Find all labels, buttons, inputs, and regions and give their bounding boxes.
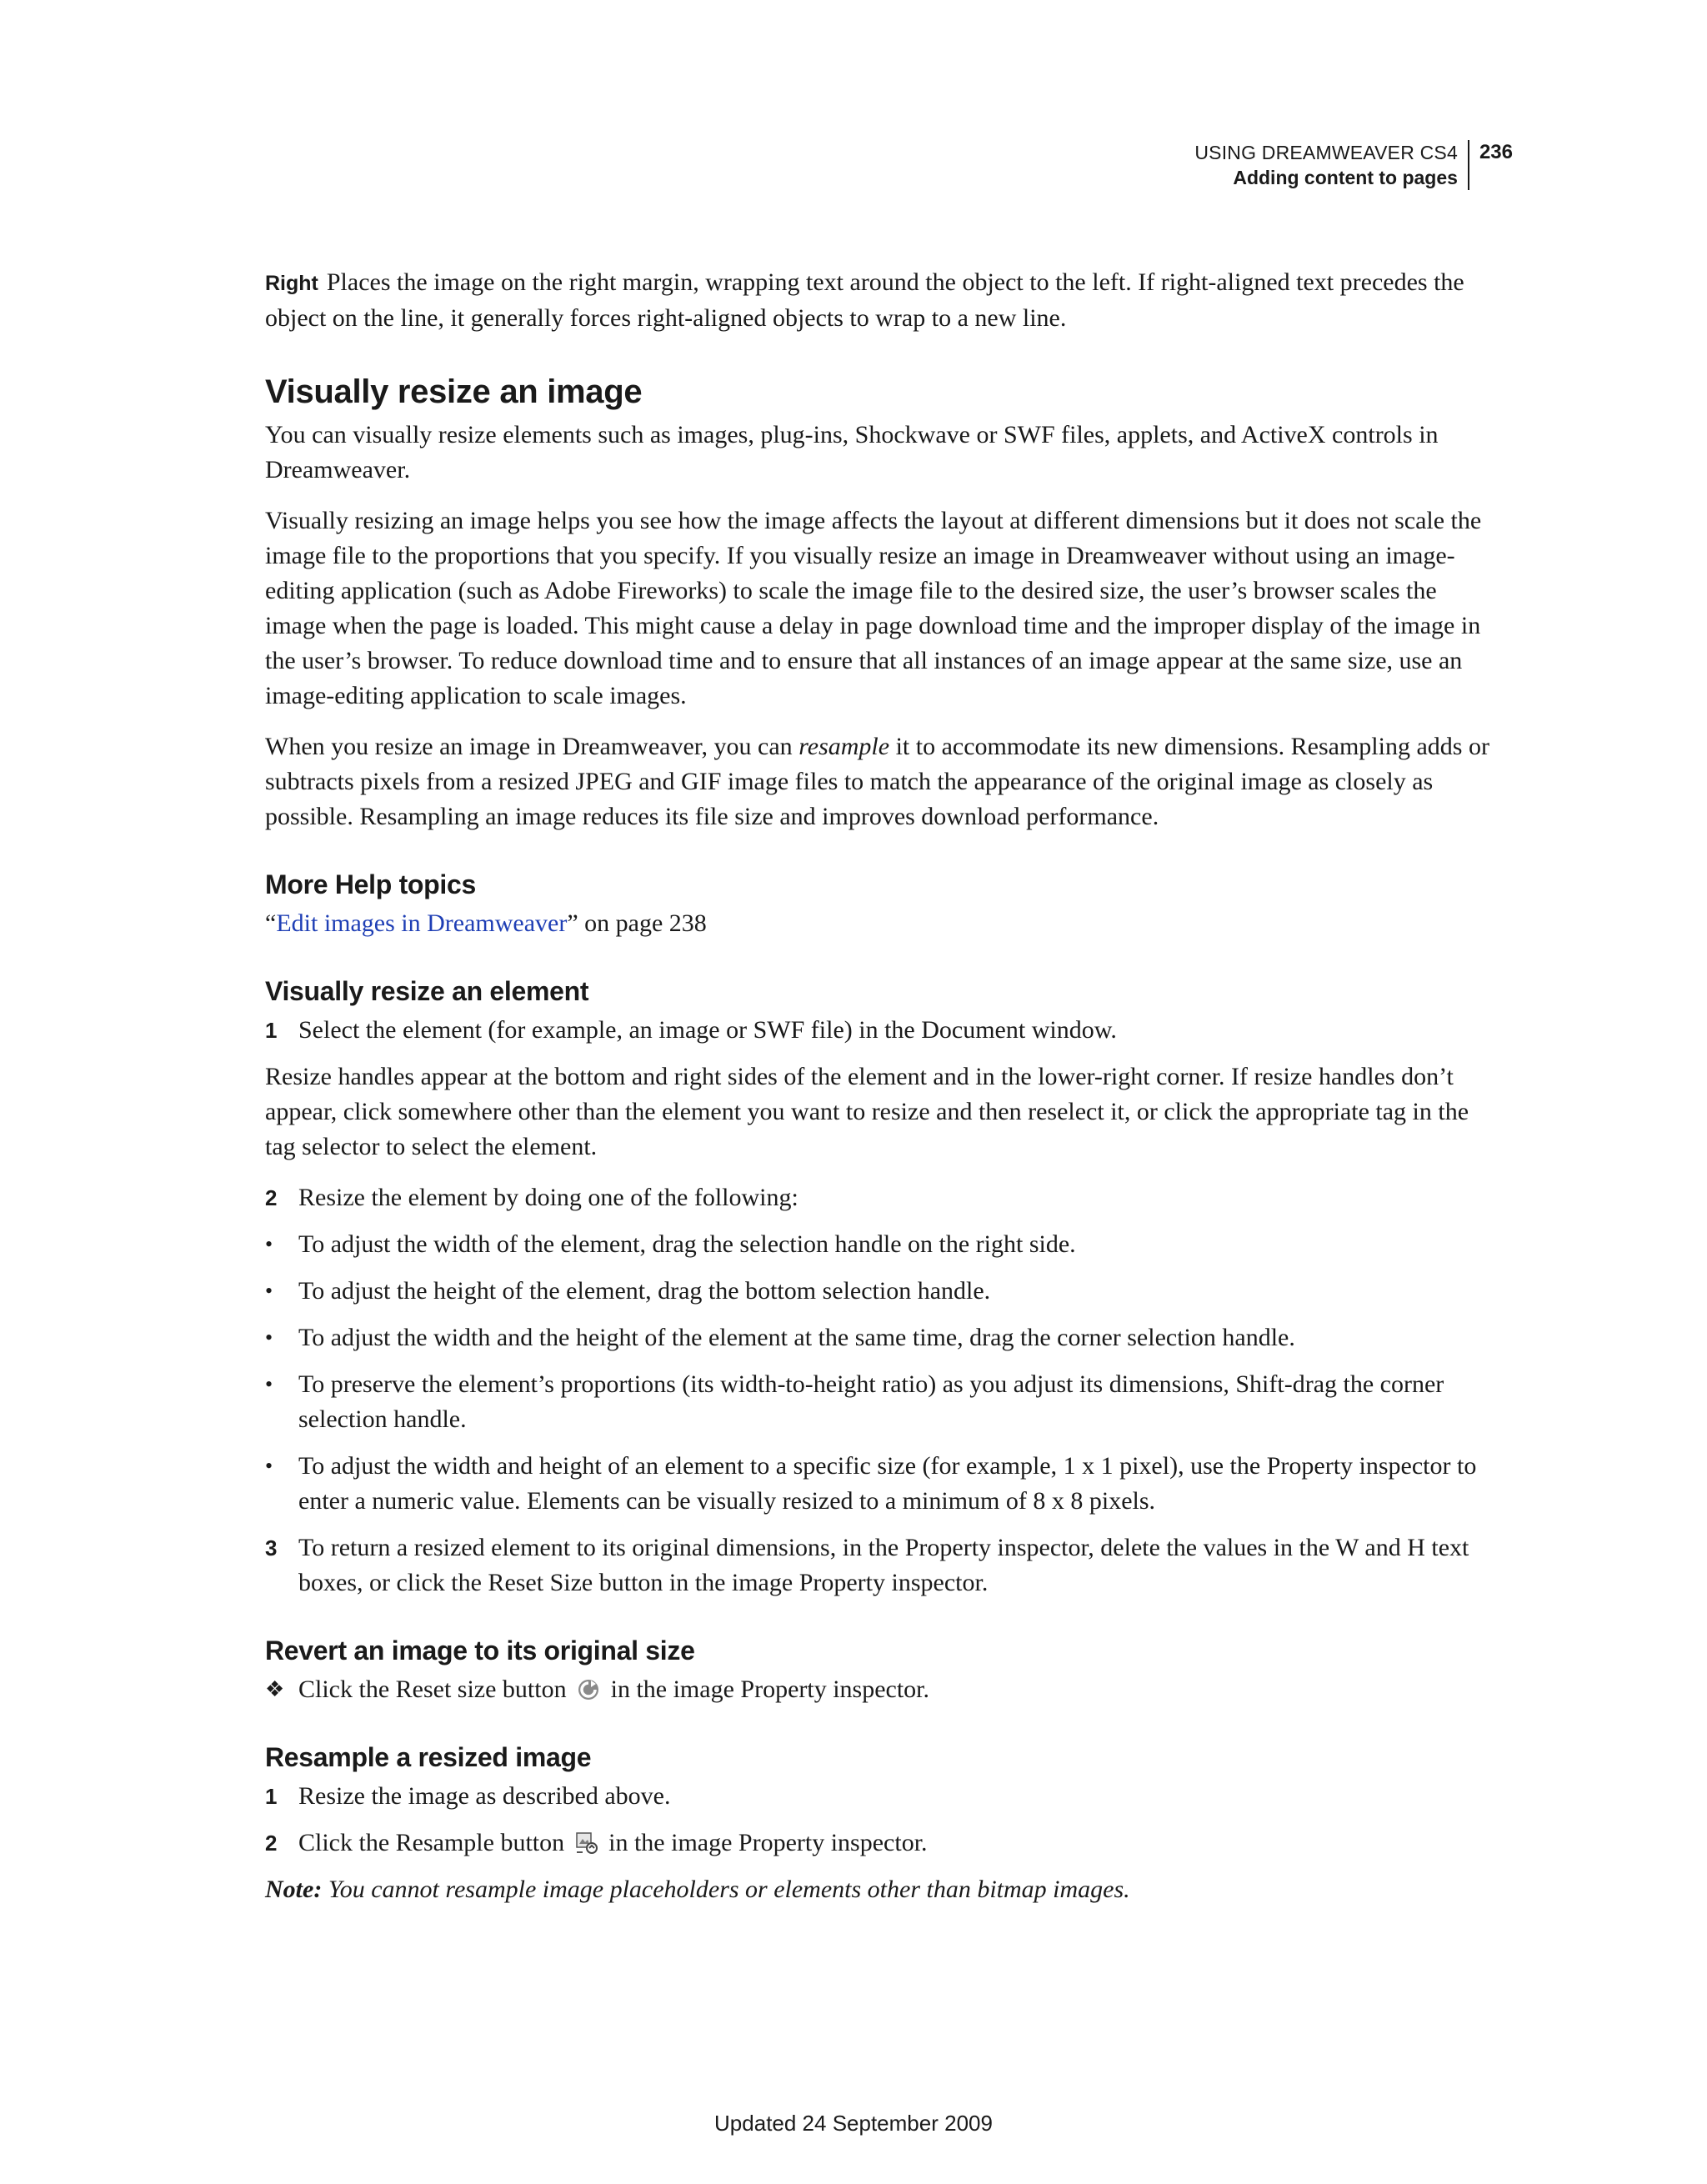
bullet-text: To adjust the width and height of an element to a specific size (for example, 1 x 1 pixel), use the Property inspector to enter a numeric value. Elements can be visually resized to a minimum of 8 x 8 pixels. bbox=[298, 1452, 1477, 1515]
page-content bbox=[265, 265, 1500, 1923]
resample-title: Resample a resized image bbox=[265, 1742, 592, 1772]
resample-text-before: Click the Resample button bbox=[298, 1829, 571, 1856]
open-quote: “ bbox=[265, 909, 277, 937]
step-1 bbox=[265, 1013, 1500, 1048]
para3-after: it to accommodate its new dimensions. Resampling adds or subtracts pixels from a resized JPEG and GIF image files to match the appearance of the original image as closely as possible. Resampling an image reduces its file size and improves download performance. bbox=[265, 733, 1489, 830]
section-title: Visually resize an image bbox=[265, 373, 643, 410]
definition-term: Right bbox=[265, 272, 318, 295]
bullet-item bbox=[265, 1274, 1500, 1309]
header-titles bbox=[1194, 140, 1469, 190]
bullet-text: To preserve the element’s proportions (its width-to-height ratio) as you adjust its dimensions, Shift-drag the corner selection handle. bbox=[298, 1370, 1444, 1433]
running-header bbox=[1194, 140, 1513, 190]
note-label: Note: bbox=[265, 1876, 323, 1903]
more-help-entry bbox=[265, 906, 1500, 941]
bullet-marker: • bbox=[265, 1232, 273, 1256]
revert-text-after: in the image Property inspector. bbox=[604, 1676, 930, 1703]
bullet-item bbox=[265, 1320, 1500, 1355]
page-number: 236 bbox=[1479, 141, 1513, 163]
step-number: 3 bbox=[265, 1535, 278, 1560]
section-paragraph-1: You can visually resize elements such as images, plug-ins, Shockwave or SWF files, applets, and ActiveX controls in Dreamweaver. bbox=[265, 421, 1439, 483]
step-2 bbox=[265, 1180, 1500, 1215]
step-text: Resize the image as described above. bbox=[298, 1782, 671, 1810]
step-number: 1 bbox=[265, 1018, 278, 1043]
bullet-item bbox=[265, 1227, 1500, 1262]
bullet-item bbox=[265, 1449, 1500, 1519]
step-text bbox=[298, 1826, 1500, 1861]
step-number: 1 bbox=[265, 1784, 278, 1809]
note-text: You cannot resample image placeholders or elements other than bitmap images. bbox=[322, 1876, 1130, 1903]
bullet-item bbox=[265, 1367, 1500, 1437]
step-number: 2 bbox=[265, 1185, 278, 1210]
resample-step-2 bbox=[265, 1826, 1500, 1861]
step-number: 2 bbox=[265, 1831, 278, 1856]
step-1-detail: Resize handles appear at the bottom and right sides of the element and in the lower-right corner. If resize handles don’t appear, click somewhere other than the element you want to resize and then reselect it, or click the appropriate tag in the tag selector to select the element. bbox=[265, 1063, 1469, 1160]
reset-size-icon bbox=[576, 1677, 601, 1702]
link-page-reference: ” on page 238 bbox=[567, 909, 707, 937]
resample-text-after: in the image Property inspector. bbox=[602, 1829, 928, 1856]
book-title: USING DREAMWEAVER CS4 bbox=[1194, 142, 1458, 163]
step-text: Select the element (for example, an image or SWF file) in the Document window. bbox=[298, 1016, 1117, 1044]
page-footer: Updated 24 September 2009 bbox=[714, 2111, 993, 2136]
revert-text-before: Click the Reset size button bbox=[298, 1676, 573, 1703]
right-alignment-definition bbox=[265, 265, 1500, 336]
step-3 bbox=[265, 1530, 1500, 1600]
resample-icon bbox=[574, 1831, 599, 1856]
step-text: Resize the element by doing one of the following: bbox=[298, 1184, 798, 1211]
chapter-title: Adding content to pages bbox=[1233, 167, 1458, 188]
bullet-marker: • bbox=[265, 1325, 273, 1350]
bullet-marker: • bbox=[265, 1372, 273, 1396]
bullet-text: To adjust the width of the element, drag the selection handle on the right side. bbox=[298, 1230, 1076, 1258]
bullet-text: To adjust the width and the height of the element at the same time, drag the corner selection handle. bbox=[298, 1324, 1295, 1351]
section-paragraph-2: Visually resizing an image helps you see how the image affects the layout at different dimensions but it does not scale the image file to the proportions that you specify. If you visually resize an image in Dreamweaver without using an image-editing application (such as Adobe Fireworks) to scale the image file to the desired size, the user’s browser scales the image when the page is loaded. This might cause a delay in page download time and the improper display of the image in the user’s browser. To reduce download time and to ensure that all instances of an image appear at the same size, use an image-editing application to scale images. bbox=[265, 507, 1482, 709]
definition-text: Places the image on the right margin, wrapping text around the object to the left. If right-aligned text precedes the object on the line, it generally forces right-aligned objects to wrap to a new line. bbox=[265, 268, 1464, 332]
resample-term: resample bbox=[798, 733, 890, 760]
bullet-text: To adjust the height of the element, drag the bottom selection handle. bbox=[298, 1277, 991, 1305]
revert-step-text bbox=[298, 1672, 1500, 1707]
resize-element-title: Visually resize an element bbox=[265, 976, 589, 1006]
step-text: To return a resized element to its original dimensions, in the Property inspector, delete the values in the W and H text boxes, or click the Reset Size button in the image Property inspector. bbox=[298, 1534, 1469, 1596]
revert-step bbox=[265, 1672, 1500, 1707]
bullet-marker: • bbox=[265, 1454, 273, 1478]
para3-before: When you resize an image in Dreamweaver, you can bbox=[265, 733, 799, 760]
more-help-title: More Help topics bbox=[265, 869, 477, 899]
edit-images-link[interactable]: Edit images in Dreamweaver bbox=[276, 909, 568, 937]
bullet-marker: • bbox=[265, 1279, 273, 1303]
revert-title: Revert an image to its original size bbox=[265, 1635, 695, 1666]
section-paragraph-3 bbox=[265, 729, 1500, 834]
resample-step-1 bbox=[265, 1779, 1500, 1814]
note bbox=[265, 1872, 1500, 1907]
diamond-bullet-icon: ❖ bbox=[265, 1677, 285, 1701]
